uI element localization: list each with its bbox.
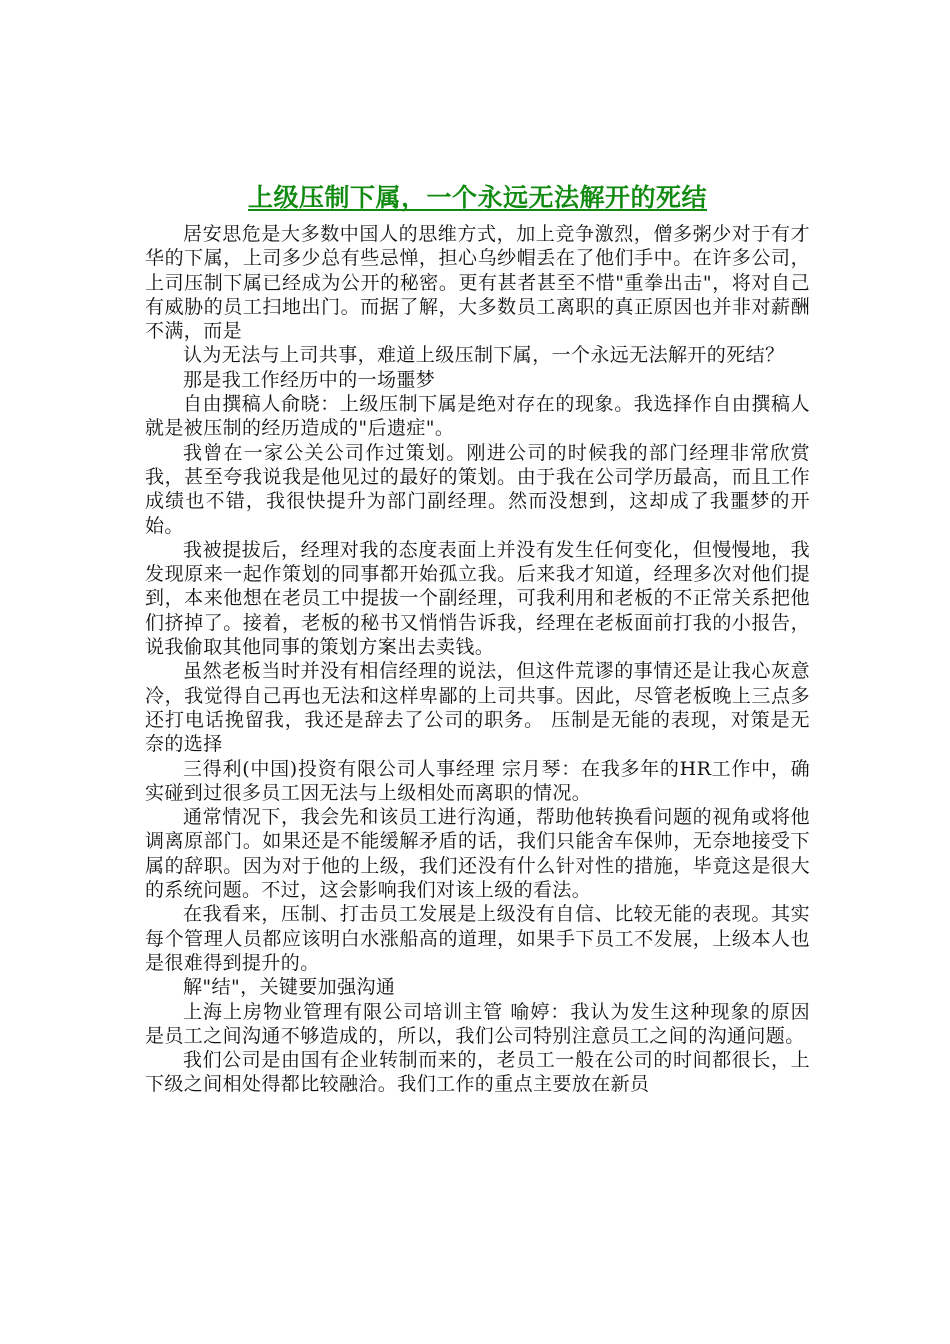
paragraph-5: 我曾在一家公关公司作过策划。刚进公司的时候我的部门经理非常欣赏我，甚至夸我说我是他见过的最好的策划。由于我在公司学历最高，而且工作成绩也不错，我很快提升为部门副经理。然而没想到，这却成了我噩梦的开始。 <box>145 441 810 537</box>
paragraph-2: 认为无法与上司共事，难道上级压制下属，一个永远无法解开的死结？ <box>183 344 785 367</box>
paragraph-4: 自由撰稿人俞晓：上级压制下属是绝对存在的现象。我选择作自由撰稿人就是被压制的经历造成的"后遗症"。 <box>145 393 810 440</box>
paragraph-6: 我被提拔后，经理对我的态度表面上并没有发生任何变化，但慢慢地，我发现原来一起作策划的同事都开始孤立我。后来我才知道，经理多次对他们提到，本来他想在老员工中提拔一个副经理，可我利用和老板的不正常关系把他们挤掉了。接着，老板的秘书又悄悄告诉我，经理在老板面前打我的小报告，说我偷取其他同事的策划方案出去卖钱。 <box>145 538 810 659</box>
paragraph-13: 我们公司是由国有企业转制而来的，老员工一般在公司的时间都很长，上下级之间相处得都比较融洽。我们工作的重点主要放在新员 <box>145 1049 810 1096</box>
paragraph-12: 上海上房物业管理有限公司培训主管 喻婷：我认为发生这种现象的原因是员工之间沟通不够造成的，所以，我们公司特别注意员工之间的沟通问题。 <box>145 1000 810 1047</box>
paragraph-1: 居安思危是大多数中国人的思维方式，加上竞争激烈，僧多粥少对于有才华的下属，上司多少总有些忌惮，担心乌纱帽丢在了他们手中。在许多公司，上司压制下属已经成为公开的秘密。更有甚者甚至不惜"重拳出击"，将对自己有威胁的员工扫地出门。而据了解，大多数员工离职的真正原因也并非对薪酬不满，而是 <box>145 223 810 343</box>
section-heading-communication: 解"结"，关键要加强沟通 <box>183 976 396 999</box>
section-heading-nightmare: 那是我工作经历中的一场噩梦 <box>183 368 436 391</box>
paragraph-7: 虽然老板当时并没有相信经理的说法，但这件荒谬的事情还是让我心灰意冷，我觉得自己再也无法和这样卑鄙的上司共事。因此，尽管老板晚上三点多还打电话挽留我，我还是辞去了公司的职务。 压制是无能的表现，对策是无奈的选择 <box>145 660 810 756</box>
document-title: 上级压制下属，一个永远无法解开的死结 <box>247 183 707 212</box>
paragraph-10: 在我看来，压制、打击员工发展是上级没有自信、比较无能的表现。其实每个管理人员都应该明白水涨船高的道理，如果手下员工不发展，上级本人也是很难得到提升的。 <box>145 903 810 974</box>
paragraph-9: 通常情况下，我会先和该员工进行沟通，帮助他转换看问题的视角或将他调离原部门。如果还是不能缓解矛盾的话，我们只能舍车保帅，无奈地接受下属的辞职。因为对于他的上级，我们还没有什么针对性的措施，毕竟这是很大的系统问题。不过，这会影响我们对该上级的看法。 <box>145 806 810 902</box>
document-page <box>145 180 810 1097</box>
paragraph-8: 三得利(中国)投资有限公司人事经理 宗月琴：在我多年的HR工作中，确实碰到过很多员工因无法与上级相处而离职的情况。 <box>145 757 810 804</box>
